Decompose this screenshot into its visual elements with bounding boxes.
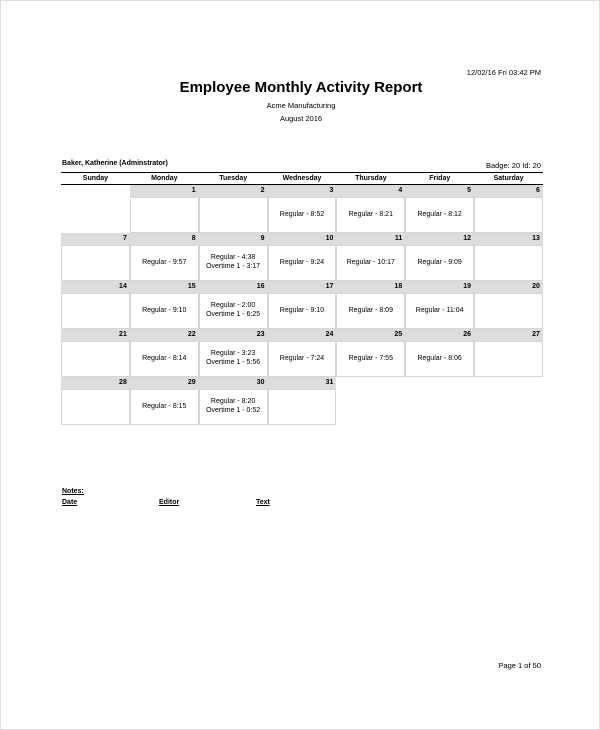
day-number: 25 bbox=[336, 329, 405, 341]
day-entries bbox=[405, 197, 474, 234]
day-number: 11 bbox=[336, 233, 405, 245]
calendar-day-cell bbox=[474, 185, 543, 233]
day-entries bbox=[474, 293, 543, 330]
day-entries bbox=[268, 341, 337, 378]
calendar-day-cell bbox=[336, 329, 405, 377]
day-entries bbox=[336, 245, 405, 282]
notes-date-header: Date bbox=[62, 499, 78, 506]
activity-entry: Regular - 8:14 bbox=[142, 354, 187, 362]
day-number: 24 bbox=[268, 329, 337, 341]
calendar-day-cell bbox=[405, 329, 474, 377]
calendar-day-cell bbox=[130, 377, 199, 425]
company-name: Acme Manufacturing bbox=[266, 101, 336, 110]
day-entries bbox=[199, 389, 268, 426]
notes-label: Notes: bbox=[62, 488, 84, 495]
activity-entry: Regular - 8:52 bbox=[279, 210, 325, 218]
day-number: 17 bbox=[268, 281, 337, 293]
calendar-day-cell bbox=[268, 185, 337, 233]
day-entries bbox=[474, 341, 543, 378]
calendar-day-cell bbox=[61, 281, 130, 329]
calendar-day-cell bbox=[61, 185, 130, 233]
calendar-day-cell bbox=[474, 377, 543, 425]
calendar-day-cell bbox=[130, 281, 199, 329]
calendar-day-cell bbox=[268, 329, 337, 377]
calendar-day-cell bbox=[405, 281, 474, 329]
weekday-label: Friday bbox=[429, 175, 451, 182]
calendar-day-cell bbox=[61, 377, 130, 425]
calendar-day-cell bbox=[199, 281, 268, 329]
report-month: August 2016 bbox=[279, 114, 323, 123]
day-number: 9 bbox=[199, 233, 268, 245]
activity-entry: Overtime 1 - 6:25 bbox=[206, 310, 261, 318]
activity-entry: Overtime 1 - 3:17 bbox=[206, 262, 261, 270]
day-entries bbox=[199, 293, 268, 330]
calendar-week bbox=[61, 233, 543, 281]
day-entries bbox=[336, 197, 405, 234]
notes-text-header: Text bbox=[256, 499, 270, 506]
report-title: Employee Monthly Activity Report bbox=[179, 79, 423, 96]
activity-entry: Regular - 7:55 bbox=[348, 354, 393, 362]
activity-entry: Regular - 8:15 bbox=[142, 402, 187, 410]
calendar-day-cell bbox=[130, 233, 199, 281]
day-number: 13 bbox=[474, 233, 543, 245]
weekday-label: Tuesday bbox=[219, 175, 248, 182]
calendar-week bbox=[61, 185, 543, 233]
calendar-day-cell bbox=[268, 233, 337, 281]
day-number: 31 bbox=[268, 377, 337, 389]
day-entries bbox=[199, 341, 268, 378]
weekday-header bbox=[61, 172, 543, 185]
activity-entry: Regular - 8:12 bbox=[417, 210, 462, 218]
calendar-day-cell bbox=[130, 329, 199, 377]
day-entries bbox=[199, 245, 268, 282]
day-entries bbox=[336, 293, 405, 330]
day-number: 19 bbox=[405, 281, 474, 293]
activity-entry: Regular - 7:24 bbox=[279, 354, 325, 362]
day-number: 4 bbox=[336, 185, 405, 197]
calendar-day-cell bbox=[268, 281, 337, 329]
weekday-label: Sunday bbox=[82, 175, 109, 182]
weekday-label: Wednesday bbox=[282, 175, 322, 182]
activity-entry: Overtime 1 - 5:56 bbox=[206, 358, 261, 366]
day-entries bbox=[130, 245, 199, 282]
employee-name: Baker, Katherine (Adminstrator) bbox=[62, 160, 168, 167]
activity-entry: Regular - 9:10 bbox=[142, 306, 187, 314]
page-number: Page 1 of 50 bbox=[498, 661, 541, 670]
calendar-day-cell bbox=[268, 377, 337, 425]
calendar-day-cell bbox=[336, 185, 405, 233]
day-entries bbox=[61, 293, 130, 330]
day-entries bbox=[61, 245, 130, 282]
day-entries bbox=[61, 389, 130, 426]
activity-entry: Regular - 9:57 bbox=[142, 258, 187, 266]
day-entries bbox=[130, 197, 199, 234]
weekday-label: Monday bbox=[151, 175, 178, 182]
day-number: 3 bbox=[268, 185, 337, 197]
activity-entry: Regular - 4:38 bbox=[210, 254, 256, 262]
calendar-day-cell bbox=[199, 377, 268, 425]
day-number: 10 bbox=[268, 233, 337, 245]
calendar-day-cell bbox=[405, 377, 474, 425]
activity-entry: Regular - 9:10 bbox=[279, 306, 325, 314]
day-entries bbox=[268, 197, 337, 234]
day-entries bbox=[405, 245, 474, 282]
calendar-day-cell bbox=[405, 233, 474, 281]
calendar-day-cell bbox=[61, 233, 130, 281]
day-number: 6 bbox=[474, 185, 543, 197]
calendar-grid bbox=[61, 185, 543, 425]
day-number: 14 bbox=[61, 281, 130, 293]
calendar-week bbox=[61, 281, 543, 329]
day-entries bbox=[130, 389, 199, 426]
activity-entry: Regular - 9:24 bbox=[279, 258, 325, 266]
activity-entry: Regular - 8:09 bbox=[348, 306, 393, 314]
calendar-day-cell bbox=[474, 281, 543, 329]
day-number: 21 bbox=[61, 329, 130, 341]
day-entries bbox=[405, 293, 474, 330]
calendar-day-cell bbox=[336, 281, 405, 329]
weekday-label: Saturday bbox=[493, 175, 524, 182]
day-number: 7 bbox=[61, 233, 130, 245]
day-entries bbox=[405, 341, 474, 378]
calendar-day-cell bbox=[474, 329, 543, 377]
activity-entry: Regular - 8:20 bbox=[210, 398, 256, 406]
day-number: 1 bbox=[130, 185, 199, 197]
day-number: 12 bbox=[405, 233, 474, 245]
day-entries bbox=[199, 197, 268, 234]
activity-entry: Regular - 10:17 bbox=[346, 258, 395, 266]
notes-editor-header: Editor bbox=[159, 499, 180, 506]
calendar-day-cell bbox=[61, 329, 130, 377]
day-number: 16 bbox=[199, 281, 268, 293]
activity-entry: Regular - 2:00 bbox=[210, 302, 256, 310]
activity-entry: Regular - 11:04 bbox=[415, 306, 464, 314]
day-number: 15 bbox=[130, 281, 199, 293]
day-entries bbox=[130, 293, 199, 330]
calendar-day-cell bbox=[474, 233, 543, 281]
calendar-day-cell bbox=[199, 329, 268, 377]
calendar-week bbox=[61, 329, 543, 377]
day-entries bbox=[268, 245, 337, 282]
activity-entry: Overtime 1 - 0:52 bbox=[206, 406, 261, 414]
day-entries bbox=[61, 341, 130, 378]
day-number: 26 bbox=[405, 329, 474, 341]
day-number: 5 bbox=[405, 185, 474, 197]
calendar-day-cell bbox=[130, 185, 199, 233]
day-number: 8 bbox=[130, 233, 199, 245]
activity-entry: Regular - 3:23 bbox=[210, 350, 256, 358]
day-entries bbox=[130, 341, 199, 378]
day-number: 18 bbox=[336, 281, 405, 293]
calendar-day-cell bbox=[336, 377, 405, 425]
day-number: 23 bbox=[199, 329, 268, 341]
day-number: 27 bbox=[474, 329, 543, 341]
day-number: 22 bbox=[130, 329, 199, 341]
day-entries bbox=[336, 341, 405, 378]
day-entries bbox=[268, 389, 337, 426]
day-number: 30 bbox=[199, 377, 268, 389]
day-number: 28 bbox=[61, 377, 130, 389]
employee-badge: Badge: 20 Id: 20 bbox=[485, 161, 541, 170]
calendar-week bbox=[61, 377, 543, 425]
activity-entry: Regular - 8:06 bbox=[417, 354, 462, 362]
calendar-day-cell bbox=[336, 233, 405, 281]
day-entries bbox=[474, 197, 543, 234]
calendar-day-cell bbox=[405, 185, 474, 233]
day-entries bbox=[268, 293, 337, 330]
day-number: 20 bbox=[474, 281, 543, 293]
activity-entry: Regular - 9:09 bbox=[417, 258, 462, 266]
calendar-day-cell bbox=[199, 233, 268, 281]
activity-entry: Regular - 8:21 bbox=[348, 210, 393, 218]
day-entries bbox=[474, 245, 543, 282]
weekday-label: Thursday bbox=[355, 175, 387, 182]
day-number: 2 bbox=[199, 185, 268, 197]
timestamp: 12/02/16 Fri 03:42 PM bbox=[466, 68, 541, 77]
day-number: 29 bbox=[130, 377, 199, 389]
calendar-day-cell bbox=[199, 185, 268, 233]
